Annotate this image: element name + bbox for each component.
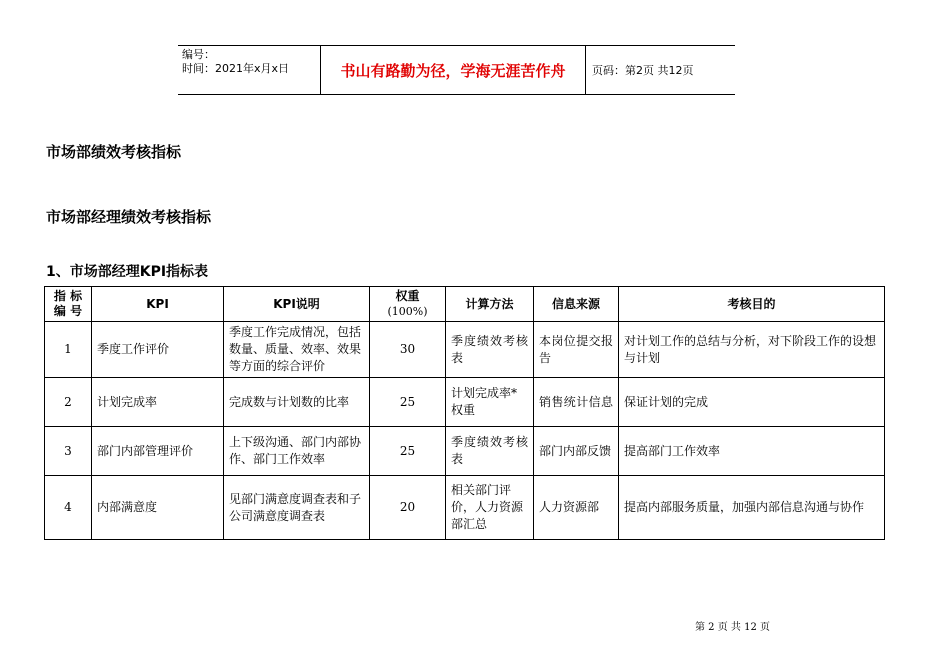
cell-purpose: 保证计划的完成 xyxy=(619,378,885,427)
table-row xyxy=(45,378,885,427)
header-slogan: 书山有路勤为径，学海无涯苦作舟 xyxy=(321,46,586,94)
cell-kpi: 内部满意度 xyxy=(92,476,224,540)
document-number-label: 编号： xyxy=(182,48,215,61)
cell-index: 1 xyxy=(45,322,92,378)
header-desc: KPI说明 xyxy=(224,287,370,322)
cell-method: 季度绩效考核表 xyxy=(446,322,534,378)
header-weight xyxy=(370,287,446,322)
cell-source: 本岗位提交报告 xyxy=(534,322,619,378)
header-index-line1: 指 标 xyxy=(53,289,83,303)
cell-method: 季度绩效考核表 xyxy=(446,427,534,476)
cell-purpose: 对计划工作的总结与分析，对下阶段工作的设想与计划 xyxy=(619,322,885,378)
document-header xyxy=(178,45,735,95)
table-header-row xyxy=(45,287,885,322)
cell-method: 相关部门评价，人力资源部汇总 xyxy=(446,476,534,540)
cell-weight: 20 xyxy=(370,476,446,540)
header-meta xyxy=(178,46,321,94)
cell-purpose: 提高内部服务质量，加强内部信息沟通与协作 xyxy=(619,476,885,540)
cell-method: 计划完成率*权重 xyxy=(446,378,534,427)
cell-source: 部门内部反馈 xyxy=(534,427,619,476)
cell-desc: 上下级沟通、部门内部协作、部门工作效率 xyxy=(224,427,370,476)
header-purpose: 考核目的 xyxy=(619,287,885,322)
cell-weight: 25 xyxy=(370,427,446,476)
cell-source: 人力资源部 xyxy=(534,476,619,540)
kpi-table xyxy=(44,286,885,540)
sub-title: 市场部经理绩效考核指标 xyxy=(46,208,212,226)
header-index xyxy=(45,287,92,322)
table-row xyxy=(45,427,885,476)
cell-weight: 30 xyxy=(370,322,446,378)
cell-kpi: 部门内部管理评价 xyxy=(92,427,224,476)
main-title: 市场部绩效考核指标 xyxy=(46,143,182,161)
header-kpi: KPI xyxy=(92,287,224,322)
table-row xyxy=(45,476,885,540)
header-page-info: 页码：第2页 共12页 xyxy=(592,64,694,77)
cell-desc: 见部门满意度调查表和子公司满意度调查表 xyxy=(224,476,370,540)
document-time: 时间：2021年x月x日 xyxy=(182,62,290,75)
section-title: 1、市场部经理KPI指标表 xyxy=(46,264,209,280)
header-weight-line1: 权重 xyxy=(395,289,420,303)
page-footer: 第 2 页 共 12 页 xyxy=(695,622,770,633)
header-index-line2: 编 号 xyxy=(53,304,83,318)
cell-index: 3 xyxy=(45,427,92,476)
cell-index: 2 xyxy=(45,378,92,427)
header-method: 计算方法 xyxy=(446,287,534,322)
cell-desc: 完成数与计划数的比率 xyxy=(224,378,370,427)
cell-index: 4 xyxy=(45,476,92,540)
header-weight-line2: (100%) xyxy=(387,305,428,318)
cell-kpi: 计划完成率 xyxy=(92,378,224,427)
header-source: 信息来源 xyxy=(534,287,619,322)
cell-kpi: 季度工作评价 xyxy=(92,322,224,378)
table-row xyxy=(45,322,885,378)
cell-purpose: 提高部门工作效率 xyxy=(619,427,885,476)
cell-weight: 25 xyxy=(370,378,446,427)
cell-desc: 季度工作完成情况，包括数量、质量、效率、效果等方面的综合评价 xyxy=(224,322,370,378)
cell-source: 销售统计信息 xyxy=(534,378,619,427)
